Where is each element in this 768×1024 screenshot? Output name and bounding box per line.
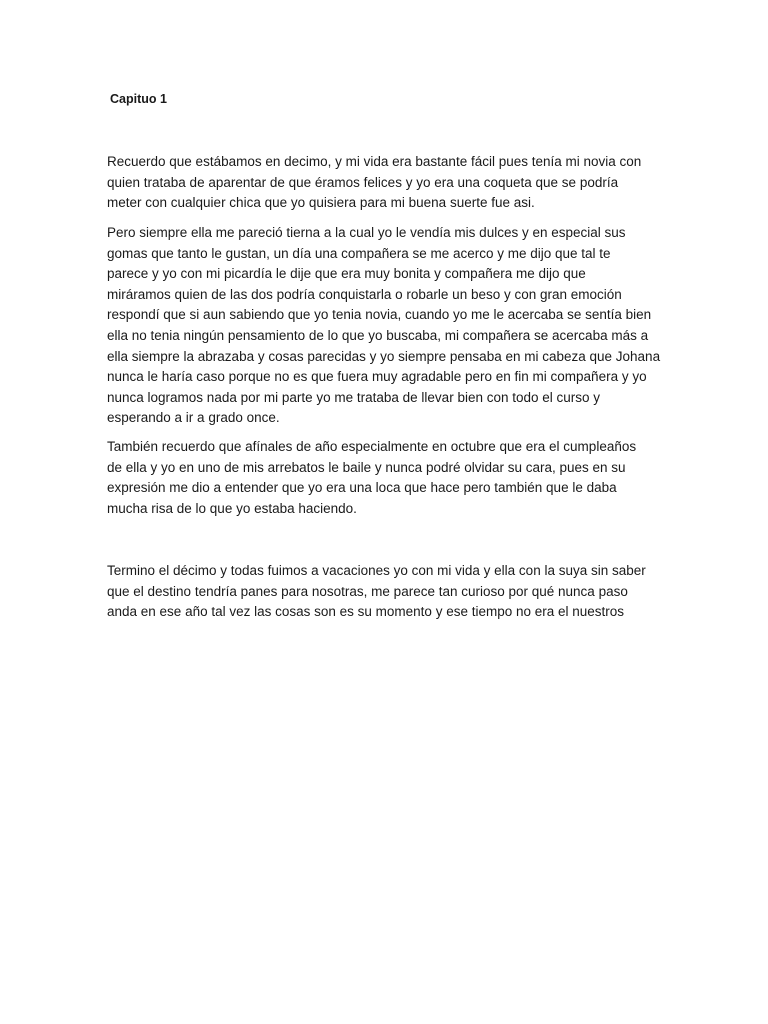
paragraph-line: parece y yo con mi picardía le dije que era muy bonita y compañera me dijo que xyxy=(107,266,586,282)
chapter-title: Capituo 1 xyxy=(110,92,167,106)
paragraph-line: que el destino tendría panes para nosotras, me parece tan curioso por qué nunca paso xyxy=(107,583,628,599)
paragraph-1 xyxy=(107,152,667,214)
paragraph-4 xyxy=(107,561,667,623)
paragraph-line: También recuerdo que afínales de año especialmente en octubre que era el cumpleaños xyxy=(107,439,637,454)
paragraph-line: anda en ese año tal vez las cosas son es su momento y ese tiempo no era el nuestros xyxy=(107,604,625,620)
paragraph-line: expresión me dio a entender que yo era una loca que hace pero también que le daba xyxy=(107,480,617,496)
paragraph-line: gomas que tanto le gustan, un día una compañera se me acerco y me dijo que tal te xyxy=(107,245,611,261)
paragraph-line: quien trataba de aparentar de que éramos felices y yo era una coqueta que se podría xyxy=(107,174,619,190)
paragraph-2 xyxy=(107,223,667,429)
paragraph-line: ella siempre la abrazaba y cosas parecidas y yo siempre pensaba en mi cabeza que Johana xyxy=(107,348,661,364)
paragraph-line: nunca logramos nada por mi parte yo me trataba de llevar bien con todo el curso y xyxy=(107,389,601,405)
paragraph-line: mucha risa de lo que yo estaba haciendo. xyxy=(107,500,357,516)
paragraph-line: Termino el décimo y todas fuimos a vacaciones yo con mi vida y ella con la suya sin saber xyxy=(107,563,646,578)
paragraph-line: Recuerdo que estábamos en decimo, y mi vida era bastante fácil pues tenía mi novia con xyxy=(107,154,642,169)
paragraph-line: meter con cualquier chica que yo quisiera para mi buena suerte fue asi. xyxy=(107,195,535,211)
paragraph-line: ella no tenia ningún pensamiento de lo que yo buscaba, mi compañera se acercaba más a xyxy=(107,327,649,343)
paragraph-line: nunca le haría caso porque no es que fuera muy agradable pero en fin mi compañera y yo xyxy=(107,369,647,385)
paragraph-line: respondí que si aun sabiendo que yo tenia novia, cuando yo me le acercaba se sentía bien xyxy=(107,307,652,323)
paragraph-line: miráramos quien de las dos podría conquistarla o robarle un beso y con gran emoción xyxy=(107,286,622,302)
paragraph-line: Pero siempre ella me pareció tierna a la cual yo le vendía mis dulces y en especial sus xyxy=(107,225,626,240)
paragraph-line: de ella y yo en uno de mis arrebatos le baile y nunca podré olvidar su cara, pues en su xyxy=(107,459,626,475)
paragraph-3 xyxy=(107,437,667,519)
paragraph-line: esperando a ir a grado once. xyxy=(107,410,280,426)
